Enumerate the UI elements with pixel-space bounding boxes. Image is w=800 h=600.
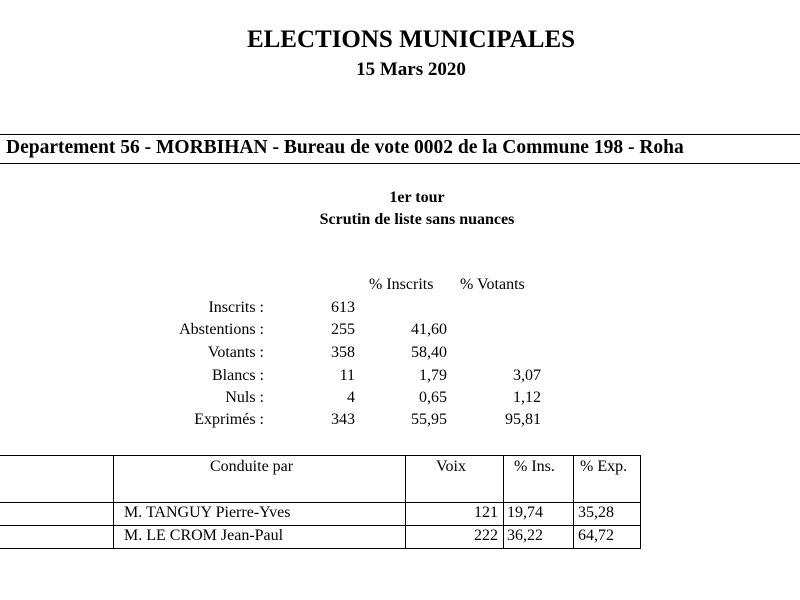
stat-count: 4 bbox=[347, 389, 355, 406]
table-header-votes: Voix bbox=[436, 458, 466, 475]
stat-pct-votants: 3,07 bbox=[513, 367, 541, 384]
stat-count: 613 bbox=[331, 299, 355, 316]
stats-header-pct-inscrits: % Inscrits bbox=[369, 276, 434, 293]
stat-label: Abstentions : bbox=[179, 321, 264, 338]
table-col-rule bbox=[640, 455, 641, 549]
round-label: 1er tour bbox=[389, 189, 445, 206]
stat-count: 343 bbox=[331, 411, 355, 428]
stat-pct-inscrits: 58,40 bbox=[411, 344, 447, 361]
stat-count: 358 bbox=[331, 344, 355, 361]
department-rule-bottom bbox=[0, 163, 800, 164]
table-rule-top bbox=[0, 455, 641, 456]
table-rule-row bbox=[0, 525, 641, 526]
candidate-pct-ins: 36,22 bbox=[507, 527, 543, 544]
department-line: Departement 56 - MORBIHAN - Bureau de vote 0002 de la Commune 198 - Roha bbox=[6, 137, 684, 158]
table-rule-bottom bbox=[0, 548, 641, 549]
candidate-leader: M. LE CROM Jean-Paul bbox=[124, 527, 284, 544]
candidate-leader: M. TANGUY Pierre-Yves bbox=[124, 504, 291, 521]
stats-header-pct-votants: % Votants bbox=[460, 276, 525, 293]
table-header-pct-exp: % Exp. bbox=[580, 458, 628, 475]
table-col-rule bbox=[113, 455, 114, 549]
stat-label: Votants : bbox=[207, 344, 264, 361]
page-title: ELECTIONS MUNICIPALES bbox=[246, 26, 576, 53]
candidate-pct-exp: 64,72 bbox=[578, 527, 614, 544]
table-col-rule bbox=[573, 455, 574, 549]
scrutin-type: Scrutin de liste sans nuances bbox=[319, 211, 515, 228]
stat-pct-votants: 95,81 bbox=[505, 411, 541, 428]
stat-pct-inscrits: 55,95 bbox=[411, 411, 447, 428]
stat-label: Inscrits : bbox=[208, 299, 264, 316]
candidate-pct-ins: 19,74 bbox=[507, 504, 543, 521]
election-date: 15 Mars 2020 bbox=[356, 59, 466, 80]
stat-label: Blancs : bbox=[212, 367, 264, 384]
stat-count: 255 bbox=[331, 321, 355, 338]
stat-count: 11 bbox=[339, 367, 355, 384]
table-rule-header bbox=[0, 502, 641, 503]
table-header-leader: Conduite par bbox=[210, 458, 294, 475]
table-header-pct-ins: % Ins. bbox=[514, 458, 555, 475]
candidate-votes: 222 bbox=[474, 527, 498, 544]
candidate-pct-exp: 35,28 bbox=[578, 504, 614, 521]
stat-pct-inscrits: 1,79 bbox=[419, 367, 447, 384]
candidate-votes: 121 bbox=[474, 504, 498, 521]
department-rule-top bbox=[0, 134, 800, 135]
stat-pct-inscrits: 0,65 bbox=[419, 389, 447, 406]
table-col-rule bbox=[503, 455, 504, 549]
stat-label: Exprimés : bbox=[194, 411, 264, 428]
stat-label: Nuls : bbox=[225, 389, 264, 406]
stat-pct-votants: 1,12 bbox=[513, 389, 541, 406]
stat-pct-inscrits: 41,60 bbox=[411, 321, 447, 338]
